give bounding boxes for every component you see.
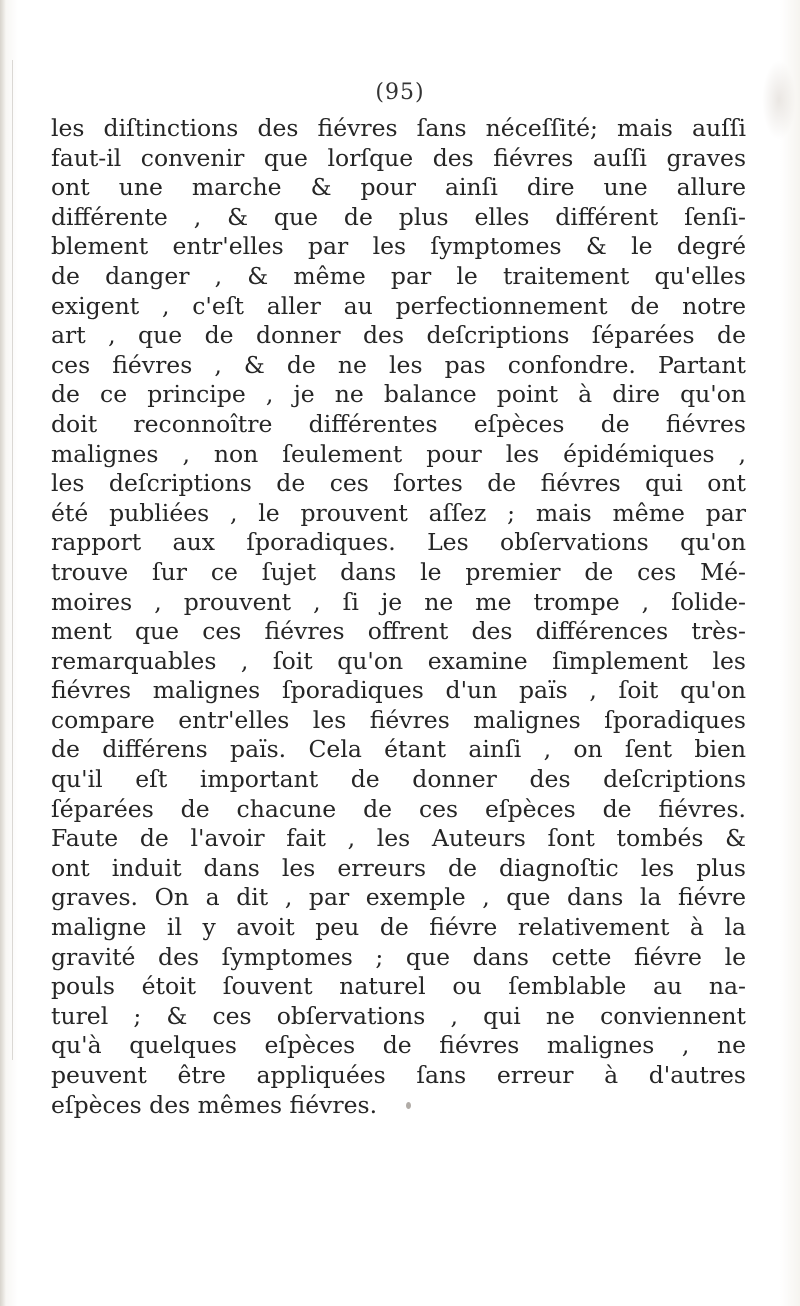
- text-line: les diſtinctions des fiévres ſans néceſſité; mais auſſi: [51, 114, 746, 142]
- binding-shadow: [0, 0, 6, 1306]
- text-line: de ce principe , je ne balance point à dire qu'on: [51, 380, 746, 409]
- text-line: de différens païs. Cela étant ainſi , on ſent bien: [51, 735, 746, 764]
- text-line: pouls étoit ſouvent naturel ou ſemblable au na-: [51, 972, 746, 1001]
- text-line: exigent , c'eſt aller au perfectionnement de notre: [51, 291, 746, 320]
- page-number: (95): [375, 80, 425, 105]
- text-line: moires , prouvent , ſi je ne me trompe , ſolide-: [51, 587, 746, 616]
- text-line: de danger , & même par le traitement qu'elles: [51, 261, 746, 290]
- text-line: ſéparées de chacune de ces eſpèces de fiévres.: [51, 794, 746, 823]
- text-line: trouve ſur ce ſujet dans le premier de ces Mé-: [51, 557, 746, 586]
- text-line: Faute de l'avoir fait , les Auteurs ſont tombés &: [51, 824, 746, 853]
- text-line: art , que de donner des deſcriptions ſéparées de: [51, 321, 746, 350]
- text-line: graves. On a dit , par exemple , que dans la fiévre: [51, 883, 746, 912]
- text-line: remarquables , ſoit qu'on examine ſimplement les: [51, 646, 746, 675]
- text-line: les deſcriptions de ces ſortes de fiévres qui ont: [51, 469, 746, 498]
- text-line: doit reconnoître différentes eſpèces de fiévres: [51, 409, 746, 438]
- text-line: turel ; & ces obſervations , qui ne conviennent: [51, 1001, 746, 1030]
- body-text: [51, 114, 746, 1120]
- text-line: ont induit dans les erreurs de diagnoſtic les plus: [51, 853, 746, 882]
- paper-stain: [762, 60, 796, 140]
- text-line: fiévres malignes ſporadiques d'un païs , ſoit qu'on: [51, 676, 746, 705]
- text-line: ces fiévres , & de ne les pas confondre. Partant: [51, 350, 746, 379]
- ink-speck: [406, 1102, 411, 1109]
- text-line: qu'à quelques eſpèces de fiévres malignes , ne: [51, 1031, 746, 1060]
- text-line: qu'il eſt important de donner des deſcriptions: [51, 765, 746, 794]
- text-line: différente , & que de plus elles différent ſenſi-: [51, 202, 746, 231]
- text-line: été publiées , le prouvent aſſez ; mais même par: [51, 498, 746, 527]
- text-line: gravité des ſymptomes ; que dans cette fiévre le: [51, 942, 746, 971]
- text-line: eſpèces des mêmes fiévres.: [51, 1090, 378, 1119]
- text-line: faut-il convenir que lorſque des fiévres auſſi graves: [51, 143, 746, 172]
- text-line: peuvent être appliquées ſans erreur à d'autres: [51, 1061, 746, 1089]
- gutter-line: [12, 60, 13, 1060]
- text-line: ment que ces fiévres offrent des différences très-: [51, 617, 746, 646]
- text-line: compare entr'elles les fiévres malignes ſporadiques: [51, 705, 746, 734]
- text-line: malignes , non ſeulement pour les épidémiques ,: [51, 439, 746, 468]
- text-line: blement entr'elles par les ſymptomes & le degré: [51, 232, 746, 261]
- text-line: ont une marche & pour ainſi dire une allure: [51, 173, 746, 202]
- text-line: rapport aux ſporadiques. Les obſervations qu'on: [51, 528, 746, 557]
- text-line: maligne il y avoit peu de fiévre relativement à la: [51, 913, 746, 942]
